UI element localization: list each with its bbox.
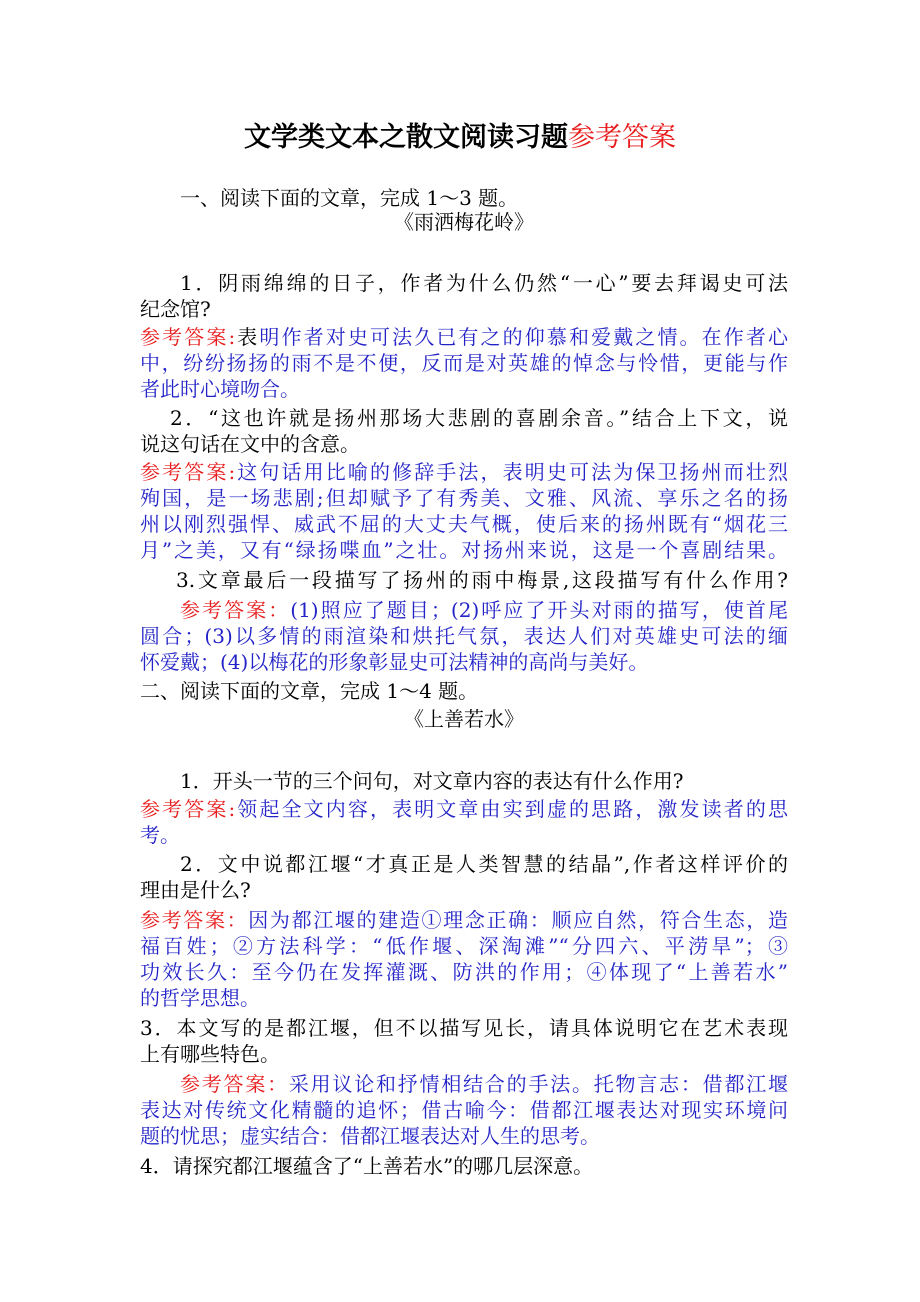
s1-question2-line1: 2．“这也许就是扬州那场大悲剧的喜剧余音。”结合上下文，说 <box>170 406 788 430</box>
s2-answer3-line3: 题的忧思；虚实结合：借都江堰表达对人生的思考。 <box>140 1124 600 1148</box>
s2-question3-line2: 上有哪些特色。 <box>140 1042 280 1066</box>
section2-heading: 二、阅读下面的文章，完成 1～4 题。 <box>140 679 479 703</box>
s1-answer3-line3: 怀爱戴；(4)以梅花的形象彰显史可法精神的高尚与美好。 <box>140 650 649 674</box>
answer-label: 参考答案: <box>140 325 236 349</box>
s1-answer1-prefix: 表 <box>235 325 260 349</box>
title-main: 文学类文本之散文阅读习题 <box>244 122 568 153</box>
s1-question1-line1: 1．阴雨绵绵的日子，作者为什么仍然“一心”要去拜谒史可法 <box>180 271 788 295</box>
s2-question2-line1: 2．文中说都江堰“才真正是人类智慧的结晶”,作者这样评价的 <box>180 852 788 876</box>
s1-answer1-line3: 者此时心境吻合。 <box>140 377 300 401</box>
answer-label: 参考答案: <box>140 460 236 484</box>
section2-article-title: 《上善若水》 <box>404 707 524 731</box>
s2-answer1-text: 领起全文内容，表明文章由实到虚的思路，激发读者的思 <box>235 797 788 821</box>
s1-answer2-line4: 月”之美，又有“绿扬喋血”之壮。对扬州来说，这是一个喜剧结果。 <box>140 538 788 562</box>
answer-label: 参考答案： <box>140 908 249 932</box>
s2-answer3-line2: 表达对传统文化精髓的追怀；借古喻今：借都江堰表达对现实环境问 <box>140 1098 788 1122</box>
answer-label: 参考答案: <box>140 797 236 821</box>
s1-answer2-line2: 殉国，是一场悲剧;但却赋予了有秀美、文雅、风流、享乐之名的扬 <box>140 486 788 510</box>
answer-label: 参考答案： <box>180 598 291 622</box>
s1-answer3-text: (1)照应了题目；(2)呼应了开头对雨的描写，使首尾 <box>290 598 788 622</box>
s2-question2-line2: 理由是什么? <box>140 878 251 902</box>
s2-question3-line1: 3．本文写的是都江堰，但不以描写见长，请具体说明它在艺术表现 <box>140 1016 788 1040</box>
s2-answer2-line3: 功效长久：至今仍在发挥灌溉、防洪的作用；④体现了“上善若水” <box>140 960 788 984</box>
s1-question2-line2: 说这句话在文中的含意。 <box>140 432 360 456</box>
s2-question4: 4．请探究都江堰蕴含了“上善若水”的哪几层深意。 <box>140 1154 594 1178</box>
s2-question1: 1．开头一节的三个问句，对文章内容的表达有什么作用? <box>180 769 684 793</box>
s1-answer1-text: 明作者对史可法久已有之的仰慕和爱戴之情。在作者心 <box>259 325 788 349</box>
s2-answer1-line2: 考。 <box>140 823 180 847</box>
s2-answer3-text: 采用议论和抒情相结合的手法。托物言志：借都江堰 <box>288 1072 789 1096</box>
s1-answer1-line2: 中，纷纷扬扬的雨不是不便，反而是对英雄的悼念与怜惜，更能与作 <box>140 351 788 375</box>
s1-question1-line2: 纪念馆? <box>140 297 211 321</box>
s1-answer2-line3: 州以刚烈强悍、威武不屈的大丈夫气概，使后来的扬州既有“烟花三 <box>140 512 788 536</box>
s2-answer2-line4: 的哲学思想。 <box>140 986 260 1010</box>
s1-answer3-line2: 圆合；(3)以多情的雨渲染和烘托气氛，表达人们对英雄史可法的缅 <box>140 624 788 648</box>
s1-question3: 3.文章最后一段描写了扬州的雨中梅景,这段描写有什么作用? <box>176 568 788 592</box>
s2-answer2-line2: 福百姓；②方法科学：“低作堰、深淘滩”“分四六、平涝旱”；③ <box>140 934 788 958</box>
answer-label: 参考答案： <box>180 1072 289 1096</box>
title-answer-suffix: 参考答案 <box>568 122 676 153</box>
s1-answer2-text: 这句话用比喻的修辞手法，表明史可法为保卫扬州而壮烈 <box>235 460 788 484</box>
section1-heading: 一、阅读下面的文章，完成 1～3 题。 <box>180 186 519 210</box>
page-title <box>0 118 920 158</box>
s2-answer2-text: 因为都江堰的建造①理念正确：顺应自然，符合生态，造 <box>248 908 789 932</box>
section1-article-title: 《雨洒梅花岭》 <box>394 210 534 234</box>
